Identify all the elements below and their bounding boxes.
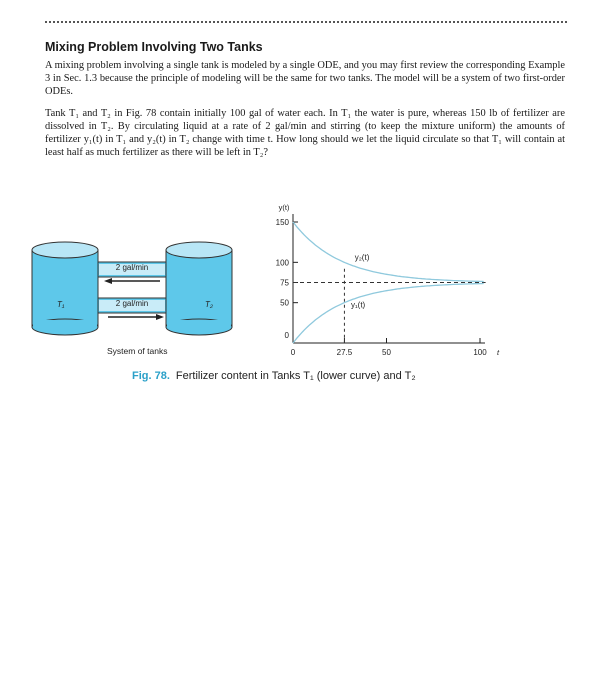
section-heading: Mixing Problem Involving Two Tanks xyxy=(45,40,263,54)
series-y2-label: y₂(t) xyxy=(354,252,370,262)
paragraph-problem: Tank T₁ and T₂ in Fig. 78 contain initially 100 gal of water each. In T₁ the water is pure, whereas 150 lb of fertilizer are dissolved in T₂. By circulating liquid at a rate of 2 gal/min and stirring (to keep the mixture uniform) the amounts of fertilizer y₁(t) in T₁ and y₂(t) in T₂ change with time t. How long should we let the liquid circulate so that T₁ will contain at least half as much fertilizer as there will be left in T₂? xyxy=(45,108,565,158)
y-tick-label: 50 xyxy=(280,298,289,308)
x-tick-label: 50 xyxy=(382,348,391,357)
tanks-diagram xyxy=(32,242,232,356)
figure-caption-text: Fertilizer content in Tanks T₁ (lower curve) and T₂ xyxy=(175,370,416,382)
chart xyxy=(276,203,500,357)
series-y1-line xyxy=(293,284,484,344)
tank-2-label: T₂ xyxy=(205,300,213,309)
y-axis-label: y(t) xyxy=(278,203,290,212)
tanks-caption: System of tanks xyxy=(107,346,168,356)
x-tick-label: 27.5 xyxy=(336,348,353,357)
left-arrow-icon xyxy=(104,278,160,284)
tank-1 xyxy=(32,242,98,335)
right-arrow-icon xyxy=(108,314,164,320)
flow-bottom-label: 2 gal/min xyxy=(115,299,149,308)
y-tick-label: 150 xyxy=(275,218,289,227)
y-tick-label: 100 xyxy=(275,258,289,268)
flow-top-label: 2 gal/min xyxy=(115,263,149,272)
y-ticks xyxy=(276,218,298,340)
y-tick-label: 0 xyxy=(284,331,289,340)
tank-1-label: T₁ xyxy=(57,300,65,309)
x-tick-label: 100 xyxy=(473,348,487,357)
x-tick-label: 0 xyxy=(290,348,296,357)
x-ticks xyxy=(291,338,487,357)
x-axis-label: t xyxy=(497,348,500,357)
series-y1-label: y₁(t) xyxy=(350,300,366,310)
tank-2 xyxy=(166,242,232,335)
y-tick-label: 75 xyxy=(280,278,289,288)
series-y2-line xyxy=(293,222,484,282)
figure-caption xyxy=(132,370,416,382)
figure-caption-label: Fig. 78. xyxy=(132,370,170,382)
paragraph-intro: A mixing problem involving a single tank is modeled by a single ODE, and you may first review the corresponding Example 3 in Sec. 1.3 because the principle of modeling will be the same for two tanks. The model will be a system of two first-order ODEs. xyxy=(45,60,565,97)
